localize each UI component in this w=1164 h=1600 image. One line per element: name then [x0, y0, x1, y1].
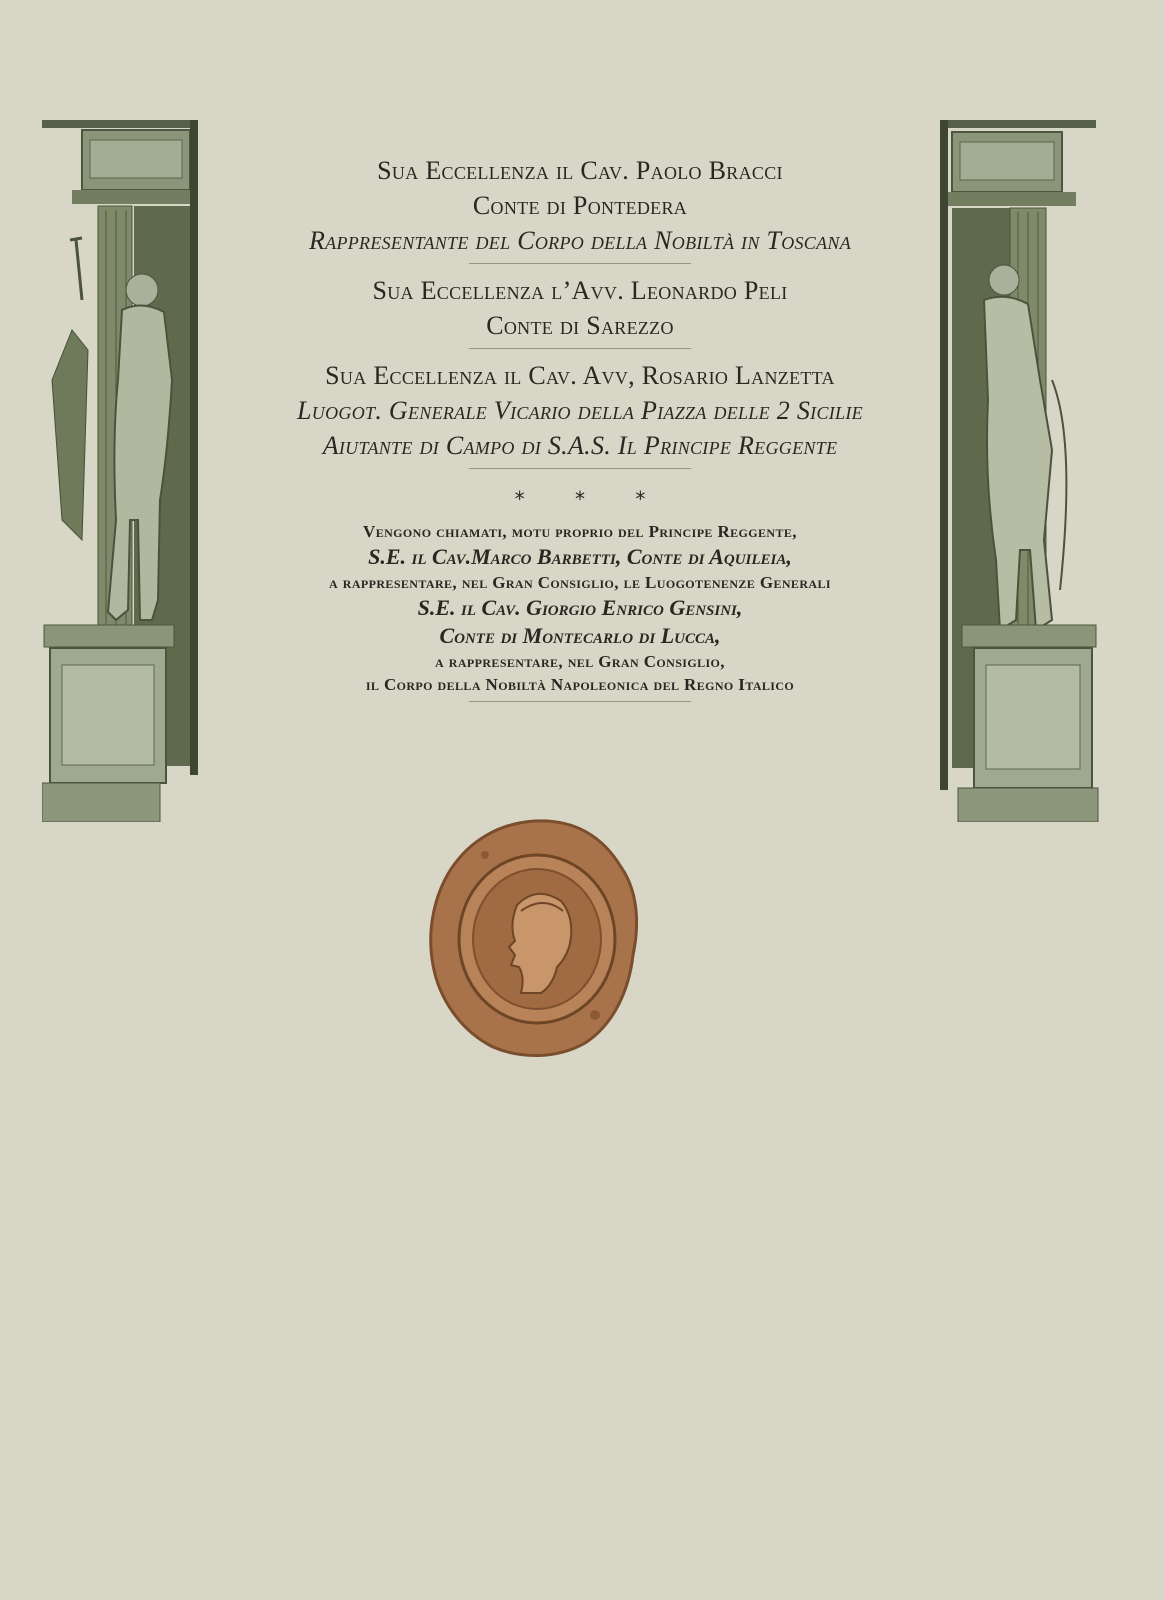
right-pillar-statue-image — [940, 120, 1100, 822]
block3-line1: Sua Eccellenza il Cav. Avv, Rosario Lanzetta — [325, 361, 835, 390]
block3-line3: Aiutante di Campo di S.A.S. Il Principe Reggente — [322, 431, 838, 460]
asterisk-separator: * * * — [514, 487, 668, 511]
block3-line2: Luogot. Generale Vicario della Piazza delle 2 Sicilie — [297, 396, 863, 425]
document-text — [230, 156, 930, 702]
block2-line2: Conte di Sarezzo — [486, 311, 674, 340]
left-pillar-statue-image — [42, 120, 202, 822]
divider — [469, 468, 691, 469]
block4-line6: a rappresentare, nel Gran Consiglio, — [435, 652, 725, 671]
wax-seal-icon — [425, 815, 647, 1061]
divider — [469, 348, 691, 349]
female-statue-icon — [940, 120, 1100, 822]
block4-line2: S.E. il Cav.Marco Barbetti, Conte di Aquileia, — [368, 544, 792, 569]
divider — [469, 701, 691, 702]
block4-line7: il Corpo della Nobiltà Napoleonica del Regno Italico — [365, 675, 795, 694]
block2-line1: Sua Eccellenza l’Avv. Leonardo Peli — [372, 276, 788, 305]
wax-seal-image — [425, 815, 647, 1061]
block4-line3: a rappresentare, nel Gran Consiglio, le Luogotenenze Generali — [329, 573, 831, 592]
divider — [469, 263, 691, 264]
block4-line1: Vengono chiamati, motu proprio del Principe Reggente, — [363, 522, 797, 541]
block4-line4: S.E. il Cav. Giorgio Enrico Gensini, — [417, 595, 743, 620]
block1-line2: Conte di Pontedera — [472, 191, 688, 220]
block1-line1: Sua Eccellenza il Cav. Paolo Bracci — [377, 156, 783, 185]
male-statue-icon — [42, 120, 202, 822]
block1-line3: Rappresentante del Corpo della Nobiltà in Toscana — [308, 226, 852, 255]
block4-line5: Conte di Montecarlo di Lucca, — [439, 623, 721, 648]
